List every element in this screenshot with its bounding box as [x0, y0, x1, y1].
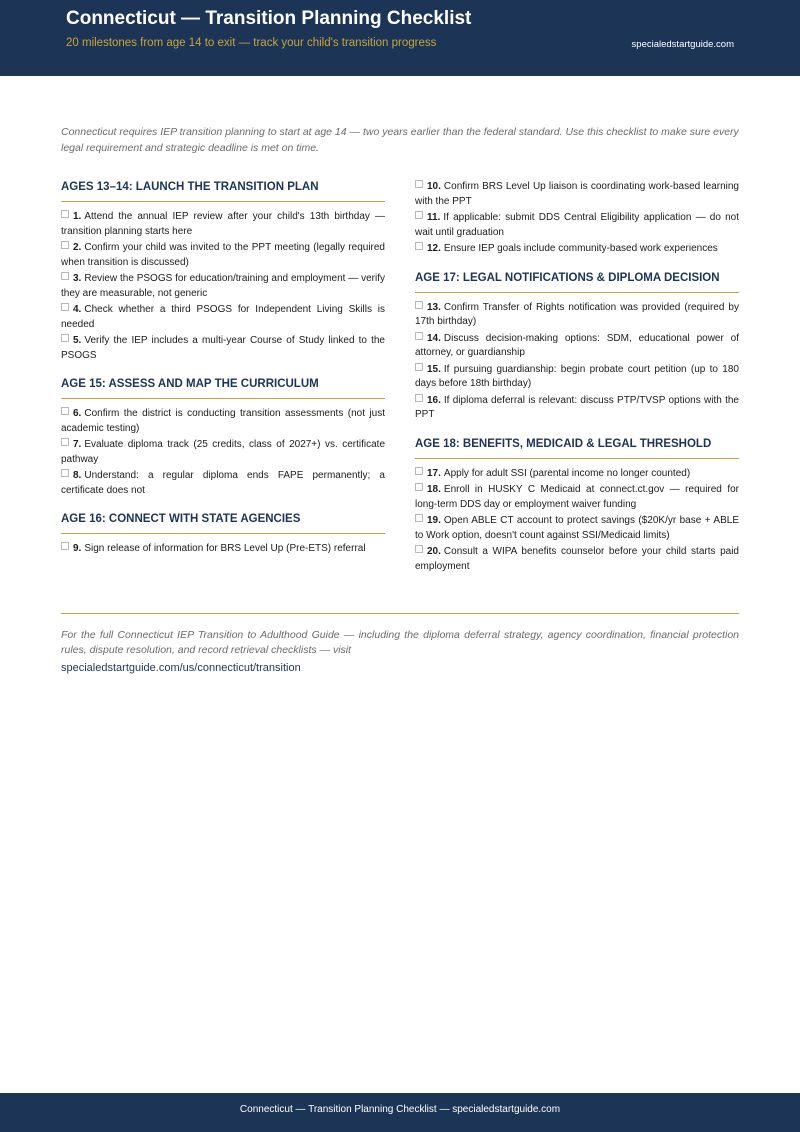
section-heading: AGES 13–14: LAUNCH THE TRANSITION PLAN — [61, 180, 385, 202]
item-text: Understand: a regular diploma ends FAPE permanently; a certificate does not — [61, 470, 385, 496]
section-heading: AGE 17: LEGAL NOTIFICATIONS & DIPLOMA DECISION — [415, 271, 739, 293]
item-number: 8. — [73, 470, 82, 481]
checkbox[interactable] — [61, 469, 69, 477]
checkbox[interactable] — [61, 438, 69, 446]
item-number: 9. — [73, 543, 82, 554]
checklist-item — [415, 242, 739, 257]
item-number: 7. — [73, 439, 82, 450]
item-text: Sign release of information for BRS Level Up (Pre-ETS) referral — [84, 543, 366, 554]
section-ages-13-14 — [61, 180, 385, 363]
checklist-item — [61, 438, 385, 467]
checkbox[interactable] — [415, 394, 423, 402]
section-age-16 — [61, 512, 385, 557]
item-number: 20. — [427, 546, 441, 557]
item-text: Enroll in HUSKY C Medicaid at connect.ct.gov — required for long-term DDS day or employment waiver funding — [415, 484, 739, 510]
item-number: 19. — [427, 515, 441, 526]
item-text: If applicable: submit DDS Central Eligibility application — do not wait until graduation — [415, 212, 739, 238]
item-text: Confirm the district is conducting transition assessments (not just academic testing) — [61, 408, 385, 434]
item-number: 13. — [427, 301, 441, 313]
item-number: 4. — [73, 304, 82, 315]
page-header — [0, 0, 800, 76]
checkbox[interactable] — [415, 301, 423, 309]
item-number: 10. — [427, 181, 441, 192]
checklist-item — [61, 272, 385, 301]
divider — [61, 613, 739, 614]
item-text: Ensure IEP goals include community-based work experiences — [443, 243, 718, 254]
item-text: Confirm your child was invited to the PPT meeting (legally required when transition is discussed) — [61, 242, 385, 268]
item-text: Confirm Transfer of Rights notification was provided (required by 17th birthday) — [415, 301, 739, 327]
section-age-15 — [61, 377, 385, 498]
section-heading: AGE 18: BENEFITS, MEDICAID & LEGAL THRESHOLD — [415, 437, 739, 459]
intro-text: Connecticut requires IEP transition planning to start at age 14 — two years earlier than the federal standard. Use this checklist to make sure every legal requirement and strategic deadline is met on time. — [61, 126, 739, 154]
checkbox[interactable] — [415, 514, 423, 522]
item-text: Evaluate diploma track (25 credits, class of 2027+) vs. certificate pathway — [61, 439, 385, 465]
checklist-item — [415, 394, 739, 423]
section-age-18 — [415, 437, 739, 575]
item-number: 2. — [73, 242, 82, 253]
item-number: 5. — [73, 335, 82, 346]
item-number: 15. — [427, 363, 441, 375]
checklist-item — [61, 210, 385, 239]
item-text: Check whether a third PSOGS for Independent Living Skills is needed — [61, 304, 385, 330]
item-number: 6. — [73, 408, 82, 419]
checkbox[interactable] — [61, 272, 69, 280]
checkbox[interactable] — [61, 407, 69, 415]
checkbox[interactable] — [415, 332, 423, 340]
checkbox[interactable] — [415, 545, 423, 553]
checkbox[interactable] — [61, 542, 69, 550]
checkbox[interactable] — [61, 241, 69, 249]
item-text: Verify the IEP includes a multi-year Course of Study linked to the PSOGS — [61, 335, 385, 361]
item-number: 18. — [427, 484, 441, 495]
item-number: 3. — [73, 273, 82, 284]
checklist-item — [415, 180, 739, 209]
item-text: Discuss decision-making options: SDM, educational power of attorney, or guardianship — [415, 332, 739, 358]
checklist-item — [415, 301, 739, 330]
item-number: 11. — [427, 212, 441, 223]
closing-text: For the full Connecticut IEP Transition to Adulthood Guide — including the diploma deferral strategy, agency coordination, financial protection rules, dispute resolution, and record retrieval checklists — visit — [61, 629, 739, 656]
checkbox[interactable] — [415, 242, 423, 250]
guide-link[interactable]: specialedstartguide.com/us/connecticut/transition — [61, 662, 301, 674]
header-site: specialedstartguide.com — [631, 39, 734, 50]
checklist-item — [415, 514, 739, 543]
item-text: If pursuing guardianship: begin probate court petition (up to 180 days before 18th birthday) — [415, 363, 739, 389]
checkbox[interactable] — [415, 467, 423, 475]
page-title: Connecticut — Transition Planning Checklist — [66, 8, 472, 29]
checkbox[interactable] — [415, 363, 423, 371]
item-text: Open ABLE CT account to protect savings ($20K/yr base + ABLE to Work option, doesn't count against SSI/Medicaid limits) — [415, 515, 739, 541]
item-number: 1. — [73, 211, 82, 222]
checklist-item — [61, 407, 385, 436]
checklist-column-right — [415, 180, 739, 588]
section-heading: AGE 15: ASSESS AND MAP THE CURRICULUM — [61, 377, 385, 399]
item-number: 16. — [427, 394, 441, 406]
checklist-column-left — [61, 180, 385, 571]
checklist-item — [415, 545, 739, 574]
item-text: Review the PSOGS for education/training and employment — verify they are measurable, not generic — [61, 273, 385, 299]
section-heading: AGE 16: CONNECT WITH STATE AGENCIES — [61, 512, 385, 534]
item-text: If diploma deferral is relevant: discuss PTP/TVSP options with the PPT — [415, 394, 739, 420]
checkbox[interactable] — [415, 180, 423, 188]
checklist-item — [61, 542, 385, 557]
checklist-item — [61, 469, 385, 498]
item-text: Confirm BRS Level Up liaison is coordinating work-based learning with the PPT — [415, 181, 739, 207]
item-text: Apply for adult SSI (parental income no longer counted) — [443, 467, 691, 479]
checklist-item — [61, 334, 385, 363]
checklist-item — [415, 467, 739, 482]
item-text: Attend the annual IEP review after your child's 13th birthday — transition planning starts here — [61, 211, 385, 237]
item-number: 12. — [427, 243, 441, 254]
item-number: 14. — [427, 332, 441, 344]
checklist-item — [415, 332, 739, 361]
page-footer: Connecticut — Transition Planning Checklist — specialedstartguide.com — [0, 1093, 800, 1132]
checklist-item — [415, 483, 739, 512]
checklist-item — [415, 211, 739, 240]
checklist-item — [61, 303, 385, 332]
checklist-item — [415, 363, 739, 392]
page-subtitle: 20 milestones from age 14 to exit — track your child's transition progress — [66, 37, 437, 49]
checkbox[interactable] — [61, 210, 69, 218]
checklist-item — [61, 241, 385, 270]
item-number: 17. — [427, 467, 441, 479]
checkbox[interactable] — [61, 334, 69, 342]
checkbox[interactable] — [61, 303, 69, 311]
checkbox[interactable] — [415, 211, 423, 219]
section-age-17 — [415, 271, 739, 423]
item-text: Consult a WIPA benefits counselor before your child starts paid employment — [415, 546, 739, 572]
checkbox[interactable] — [415, 483, 423, 491]
section-age-16-continued — [415, 180, 739, 257]
